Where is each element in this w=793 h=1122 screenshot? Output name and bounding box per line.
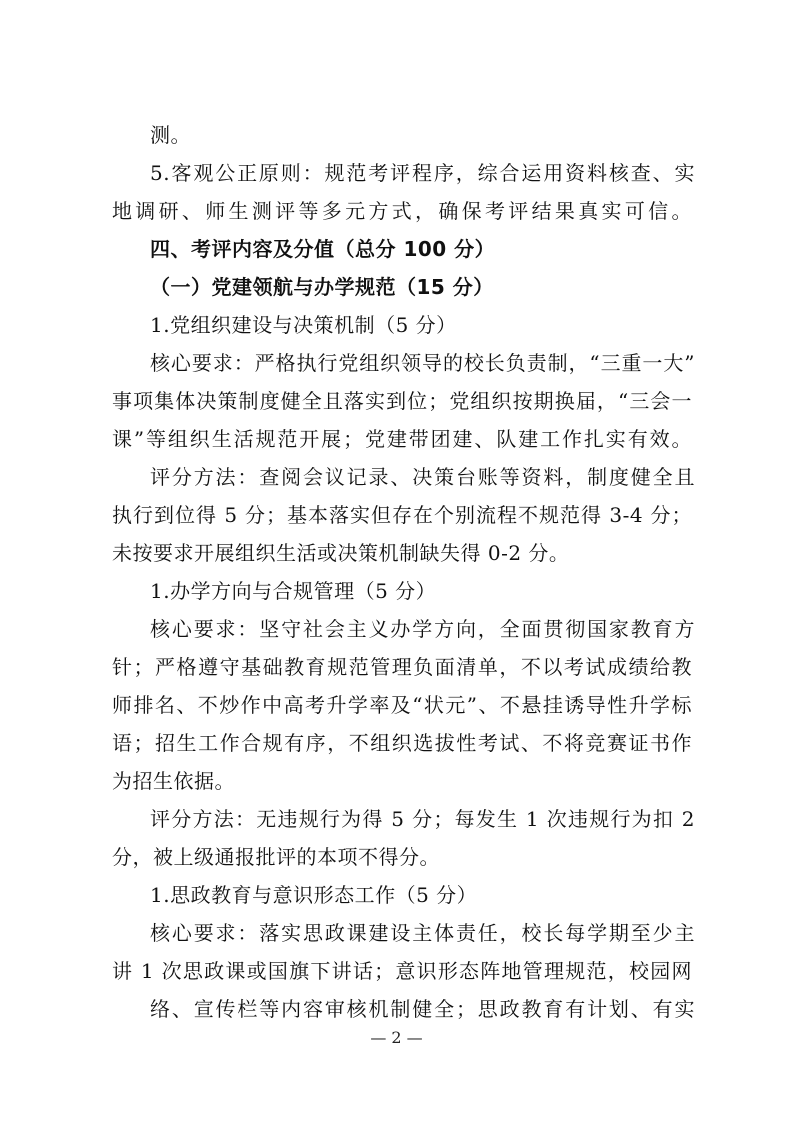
paragraph-line: 未按要求开展组织生活或决策机制缺失得 0-2 分。 <box>112 541 570 565</box>
subsection-heading: （一）党建领航与办学规范（15 分） <box>150 275 494 299</box>
paragraph-line: 核心要求：坚守社会主义办学方向，全面贯彻国家教育方 <box>150 617 695 641</box>
paragraph-line: 测。 <box>150 123 191 147</box>
paragraph-line: 评分方法：无违规行为得 5 分；每发生 1 次违规行为扣 2 <box>150 807 695 831</box>
paragraph-line: 事项集体决策制度健全且落实到位；党组织按期换届，“三会一 <box>112 389 692 413</box>
paragraph-line: 讲 1 次思政课或国旗下讲话；意识形态阵地管理规范，校园网 <box>112 959 692 983</box>
paragraph-line: 课”等组织生活规范开展；党建带团建、队建工作扎实有效。 <box>112 427 692 451</box>
paragraph-line: 针；严格遵守基础教育规范管理负面清单，不以考试成绩给教 <box>112 655 692 679</box>
item-heading: 1.思政教育与意识形态工作（5 分） <box>150 883 478 907</box>
section-heading: 四、考评内容及分值（总分 100 分） <box>150 237 496 261</box>
page-number: — 2 — <box>370 1028 423 1047</box>
paragraph-line: 为招生依据。 <box>112 769 235 793</box>
paragraph-line: 评分方法：查阅会议记录、决策台账等资料，制度健全且 <box>150 465 695 489</box>
paragraph-line: 语；招生工作合规有序，不组织选拔性考试、不将竞赛证书作 <box>112 731 692 755</box>
paragraph-line: 络、宣传栏等内容审核机制健全；思政教育有计划、有实 <box>150 997 695 1021</box>
paragraph-line: 核心要求：严格执行党组织领导的校长负责制，“三重一大” <box>150 351 695 375</box>
paragraph-line: 5.客观公正原则：规范考评程序，综合运用资料核查、实 <box>150 161 695 185</box>
paragraph-line: 地调研、师生测评等多元方式，确保考评结果真实可信。 <box>112 199 692 223</box>
item-heading: 1.办学方向与合规管理（5 分） <box>150 579 437 603</box>
item-heading: 1.党组织建设与决策机制（5 分） <box>150 313 457 337</box>
paragraph-line: 师排名、不炒作中高考升学率及“状元”、不悬挂诱导性升学标 <box>112 693 692 717</box>
paragraph-line: 核心要求：落实思政课建设主体责任，校长每学期至少主 <box>150 921 695 945</box>
paragraph-line: 分，被上级通报批评的本项不得分。 <box>112 845 440 869</box>
paragraph-line: 执行到位得 5 分；基本落实但存在个别流程不规范得 3-4 分； <box>112 503 692 527</box>
